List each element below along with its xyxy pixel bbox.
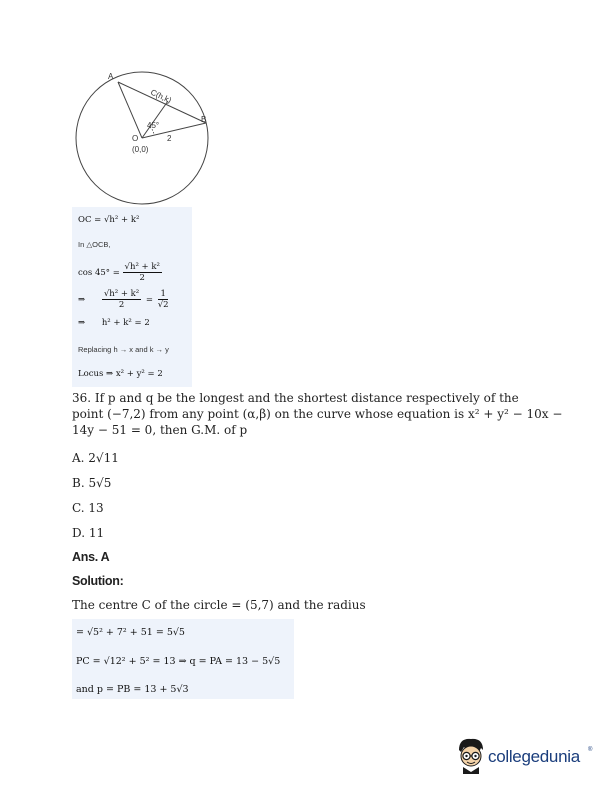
in-triangle-text: In △OCB,	[78, 240, 111, 249]
fraction-numerator: √h² + k²	[103, 289, 140, 299]
logo-text: collegedunia	[488, 747, 580, 766]
fraction-numerator: 1	[160, 289, 166, 299]
p-equation: and p = PB = 13 + 5√3	[76, 684, 189, 695]
option-d: D. 11	[72, 526, 105, 540]
label-o: O	[132, 134, 139, 143]
option-a: A. 2√11	[72, 451, 119, 465]
label-length: 2	[167, 134, 172, 143]
option-c: C. 13	[72, 501, 104, 515]
fraction-denominator: 2	[118, 300, 125, 310]
answer-label: Ans. A	[72, 550, 110, 564]
question-line-2: point (−7,2) from any point (α,β) on the curve whose equation is x² + y² − 10x −	[72, 407, 563, 421]
question-line-3: 14y − 51 = 0, then G.M. of p	[72, 423, 248, 437]
label-c: C(h,k)	[149, 87, 173, 106]
fraction	[102, 289, 141, 310]
cos-equation	[78, 262, 162, 283]
result-text: h² + k² = 2	[101, 318, 150, 328]
result-equation	[78, 318, 150, 328]
logo-registered: ®	[588, 747, 593, 753]
circle-diagram	[70, 68, 220, 208]
label-a: A	[108, 72, 114, 81]
oc-equation: OC = √h² + k²	[78, 215, 140, 225]
fraction-denominator: √2	[157, 300, 169, 310]
locus-equation: Locus ⇒ x² + y² = 2	[78, 369, 163, 379]
solution-text: The centre C of the circle = (5,7) and the radius	[72, 598, 366, 612]
segment-oa	[118, 82, 142, 138]
question-line-1: 36. If p and q be the longest and the shortest distance respectively of the	[72, 391, 519, 405]
radius-equation: = √5² + 7² + 51 = 5√5	[76, 627, 185, 638]
equals-sign: =	[145, 295, 154, 305]
collegedunia-logo	[455, 736, 595, 776]
fraction	[123, 262, 162, 283]
mascot-icon	[455, 736, 487, 774]
replacing-text: Replacing h → x and k → y	[78, 345, 169, 354]
fraction	[158, 289, 169, 310]
label-b: B	[201, 115, 207, 124]
pc-equation: PC = √12² + 5² = 13 ⇒ q = PA = 13 − 5√5	[76, 656, 281, 667]
implies-equation	[78, 289, 169, 310]
implies-arrow: ⇒	[78, 318, 86, 328]
cos-label: cos 45° =	[78, 268, 120, 278]
label-angle: 45°	[147, 121, 160, 130]
chord-ab	[118, 82, 206, 123]
label-origin: (0,0)	[132, 145, 149, 154]
option-b: B. 5√5	[72, 476, 112, 490]
implies-arrow: ⇒	[78, 295, 86, 305]
solution-heading: Solution:	[72, 574, 124, 588]
fraction-numerator: √h² + k²	[124, 262, 160, 272]
fraction-denominator: 2	[139, 273, 145, 283]
